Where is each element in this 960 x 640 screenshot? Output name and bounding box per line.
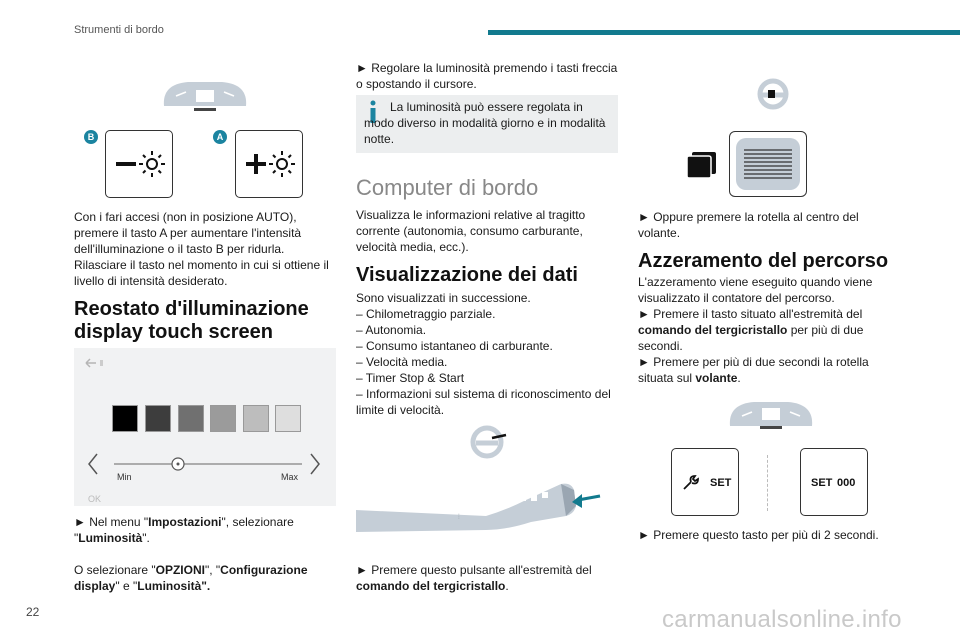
reset-instructions (638, 274, 900, 386)
plus-sun-icon (236, 131, 301, 196)
badge-a: A (213, 130, 227, 144)
brightness-swatch[interactable] (275, 405, 301, 432)
section-heading-touch-dimmer: Reostato d'illuminazione display touch screen (74, 298, 309, 343)
thumbwheel-icon (730, 132, 806, 196)
divider (767, 455, 770, 511)
chevron-left-icon[interactable] (86, 452, 100, 476)
intro-paragraph: Con i fari accesi (non in posizione AUTO), premere il tasto A per aumentare l'intensità dell'illuminazione o il tasto B per ridurla. Rilasciare il tasto nel momento in cui si ottiene il livello di intensità desiderato. (74, 210, 329, 288)
dim-down-key-b[interactable] (105, 130, 173, 198)
section-heading-trip-reset: Azzeramento del percorso (638, 250, 889, 272)
steering-wheel-icon (756, 78, 790, 110)
dashboard-illustration (158, 76, 252, 116)
reset-paragraph: ► Premere per più di due secondi la rotella situata sul volante. (638, 355, 869, 385)
wheel-instruction: ► Oppure premere la rotella al centro del volante. (638, 210, 859, 240)
trip-computer-intro: Visualizza le informazioni relative al tragitto corrente (autonomia, consumo carburante, velocità media, ecc.). (356, 208, 586, 254)
brightness-swatch[interactable] (112, 405, 138, 432)
section-title-trip-computer: Computer di bordo (356, 175, 539, 200)
list-item: – Timer Stop & Start (356, 371, 465, 385)
set-label: SET (710, 477, 732, 489)
dashboard-illustration (724, 396, 818, 436)
badge-b: B (84, 130, 98, 144)
list-item: – Velocità media. (356, 355, 448, 369)
running-header: Strumenti di bordo (74, 24, 164, 36)
brightness-swatch[interactable] (243, 405, 269, 432)
list-item: – Consumo istantaneo di carburante. (356, 339, 553, 353)
chevron-right-icon[interactable] (308, 452, 322, 476)
list-item: – Autonomia. (356, 323, 427, 337)
slider-min-label: Min (117, 472, 132, 482)
watermark: carmanualsonline.info (662, 606, 902, 633)
data-list (356, 290, 618, 418)
list-item: – Chilometraggio parziale. (356, 307, 496, 321)
reset-paragraph: L'azzeramento viene eseguito quando viene visualizzato il contatore del percorso. (638, 275, 873, 305)
options-instruction: O selezionare "OPZIONI", "Configurazione display" e "Luminosità". (74, 563, 308, 593)
wrench-icon (680, 473, 700, 493)
screen-pages-icon (684, 150, 720, 180)
list-intro: Sono visualizzati in successione. (356, 291, 531, 305)
thumbwheel-key[interactable] (729, 131, 807, 197)
odometer-value: 000 (837, 477, 856, 489)
page-number: 22 (26, 605, 40, 619)
minus-sun-icon (106, 131, 171, 196)
header-accent-bar (488, 30, 960, 35)
info-text: La luminosità può essere regolata in modo diverso in modalità giorno e in modalità notte. (364, 100, 606, 146)
set-button-odometer[interactable] (800, 448, 868, 516)
adjust-instruction: ► Regolare la luminosità premendo i tasti freccia o spostando il cursore. (356, 61, 618, 91)
reset-paragraph: ► Premere il tasto situato all'estremità del comando del tergicristallo per più di due secondi. (638, 307, 864, 353)
slider-max-label: Max (281, 472, 299, 482)
brightness-swatch[interactable] (145, 405, 171, 432)
section-heading-data-display: Visualizzazione dei dati (356, 264, 578, 286)
back-arrow-icon[interactable] (80, 354, 110, 372)
brightness-swatch[interactable] (178, 405, 204, 432)
brightness-slider[interactable] (110, 456, 306, 472)
stalk-button-instruction: ► Premere questo pulsante all'estremità del comando del tergicristallo. (356, 563, 592, 593)
brightness-swatch[interactable] (210, 405, 236, 432)
wiper-stalk-illustration (356, 470, 606, 544)
steering-wheel-icon (470, 425, 510, 459)
set-label: SET (811, 477, 833, 489)
menu-instruction: ► Nel menu "Impostazioni", selezionare "Luminosità". (74, 515, 294, 545)
dim-up-key-a[interactable] (235, 130, 303, 198)
list-item: – Informazioni sul sistema di riconoscimento del limite di velocità. (356, 387, 611, 417)
svg-text:⋮: ⋮ (456, 513, 462, 520)
set-button[interactable] (671, 448, 739, 516)
set-instruction: ► Premere questo tasto per più di 2 secondi. (638, 528, 879, 542)
ok-button[interactable]: OK (88, 494, 102, 504)
